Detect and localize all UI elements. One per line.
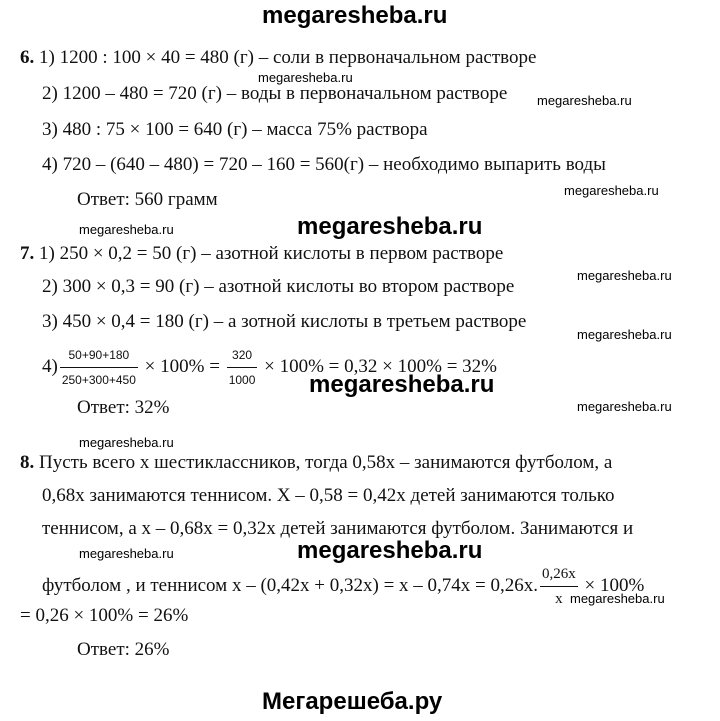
watermark-small: megaresheba.ru (570, 591, 665, 606)
watermark-big: megaresheba.ru (309, 371, 495, 398)
problem-7-step-1-text: 1) 250 × 0,2 = 50 (г) – азотной кислоты в первом растворе (39, 243, 504, 264)
watermark-small: megaresheba.ru (577, 327, 672, 342)
problem-7-step-1 (20, 243, 503, 265)
problem-7-number: 7. (20, 243, 35, 264)
fraction-denominator: 1000 (228, 373, 256, 387)
problem-8-line-1-text: Пусть всего х шестиклассников, тогда 0,58х – занимаются футболом, а (39, 452, 613, 473)
problem-6-step-4: 4) 720 – (640 – 480) = 720 – 160 = 560(г) – необходимо выпарить воды (42, 154, 606, 175)
watermark-big: megaresheba.ru (297, 537, 483, 564)
problem-6-answer: Ответ: 560 грамм (77, 189, 218, 210)
watermark-big: megaresheba.ru (297, 213, 483, 240)
problem-7-step-4-prefix: 4) (42, 355, 58, 377)
problem-8-line-1 (20, 452, 612, 474)
fraction-numerator: 0,26x (540, 563, 578, 587)
watermark-small: megaresheba.ru (79, 435, 174, 450)
site-header: megaresheba.ru (262, 2, 448, 29)
fraction-numerator: 50+90+180 (60, 344, 138, 368)
fraction (60, 344, 138, 391)
problem-6-step-1 (20, 47, 536, 69)
problem-7-step-3: 3) 450 × 0,4 = 180 (г) – а зотной кислоты в третьем растворе (42, 311, 527, 332)
problem-8-answer: Ответ: 26% (77, 639, 170, 660)
fraction-denominator: x (555, 591, 563, 607)
watermark-small: megaresheba.ru (577, 268, 672, 283)
problem-8-number: 8. (20, 452, 35, 473)
problem-8-line-2: 0,68х занимаются теннисом. Х – 0,58 = 0,42х детей занимаются только (42, 485, 615, 506)
problem-6-number: 6. (20, 47, 35, 68)
watermark-small: megaresheba.ru (79, 222, 174, 237)
problem-7-answer: Ответ: 32% (77, 397, 170, 418)
problem-8-line-4-end: × 100% (584, 574, 645, 596)
problem-8-line-4 (42, 563, 644, 610)
problem-7-step-2: 2) 300 × 0,3 = 90 (г) – азотной кислоты во втором растворе (42, 276, 515, 297)
watermark-small: megaresheba.ru (79, 546, 174, 561)
watermark-small: megaresheba.ru (537, 93, 632, 108)
watermark-small: megaresheba.ru (564, 183, 659, 198)
fraction (227, 344, 258, 391)
fraction-denominator: 250+300+450 (61, 373, 136, 387)
fraction-numerator: 320 (227, 344, 258, 368)
problem-8-line-5: = 0,26 × 100% = 26% (20, 605, 189, 626)
problem-7-step-4-mid: × 100% = (144, 355, 220, 377)
problem-6-step-2: 2) 1200 – 480 = 720 (г) – воды в первоначальном растворе (42, 83, 508, 104)
watermark-small: megaresheba.ru (577, 399, 672, 414)
problem-8-line-4-text: футболом , и теннисом х – (0,42х + 0,32х) = х – 0,74х = 0,26х. (42, 574, 539, 596)
site-footer: Мегарешеба.ру (262, 688, 443, 715)
watermark-small: megaresheba.ru (258, 70, 353, 85)
problem-6-step-3: 3) 480 : 75 × 100 = 640 (г) – масса 75% раствора (42, 119, 428, 140)
problem-8-line-3: теннисом, а х – 0,68х = 0,32х детей занимаются футболом. Занимаются и (42, 518, 634, 539)
problem-6-step-1-text: 1) 1200 : 100 × 40 = 480 (г) – соли в первоначальном растворе (39, 47, 537, 68)
problem-7-step-4-end: × 100% = 0,32 × 100% = 32% (264, 355, 497, 377)
